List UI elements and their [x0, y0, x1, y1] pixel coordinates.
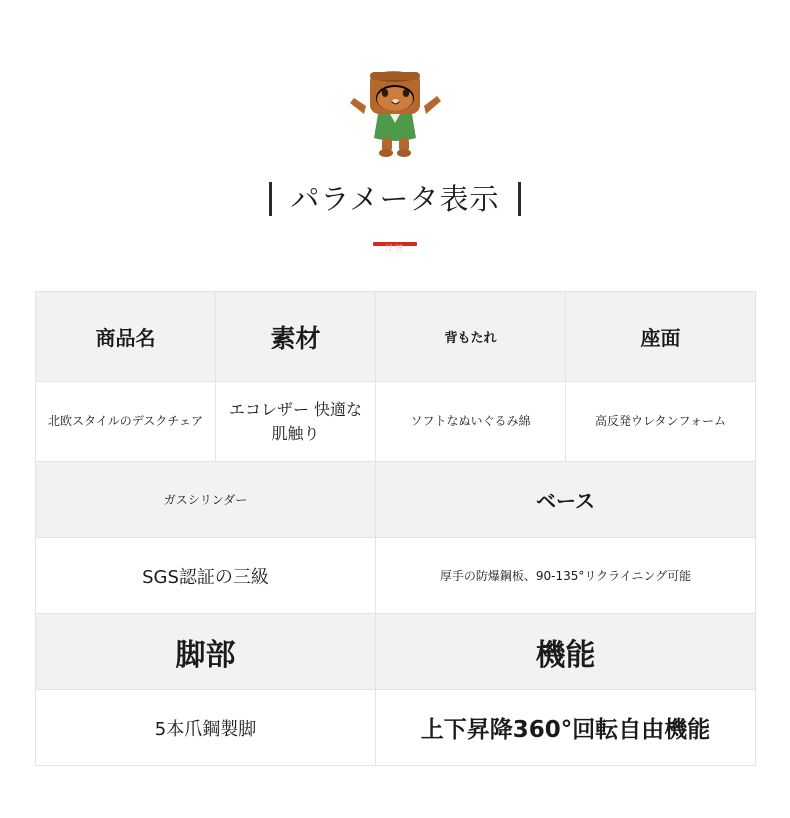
specification-table	[35, 291, 756, 766]
table-header-cell: ガスシリンダー	[36, 462, 376, 538]
table-value-cell: 上下昇降360°回転自由機能	[376, 690, 756, 766]
table-header-cell: 背もたれ	[376, 292, 566, 382]
table-header-cell: 座面	[566, 292, 756, 382]
table-value-cell: SGS認証の三級	[36, 538, 376, 614]
table-row	[36, 462, 756, 538]
table-header-cell: 商品名	[36, 292, 216, 382]
table-row	[36, 292, 756, 382]
table-header-cell: 脚部	[36, 614, 376, 690]
faint-subtitle: 详情	[385, 244, 405, 253]
title-right-bar	[518, 182, 521, 216]
table-value-cell: 5本爪鋼製脚	[36, 690, 376, 766]
page-title: パラメータ表示	[290, 181, 500, 216]
table-row	[36, 538, 756, 614]
mascot-container	[0, 0, 790, 168]
table-header-cell: 素材	[216, 292, 376, 382]
table-value-cell: ソフトなぬいぐるみ綿	[376, 382, 566, 462]
table-value-cell: 厚手の防爆鋼板、90-135°リクライニング可能	[376, 538, 756, 614]
table-value-cell: エコレザー 快適な肌触り	[216, 382, 376, 462]
table-row	[36, 382, 756, 462]
table-row	[36, 614, 756, 690]
table-header-cell: ベース	[376, 462, 756, 538]
table-value-cell: 高反発ウレタンフォーム	[566, 382, 756, 462]
bear-mascot-icon	[340, 58, 450, 168]
table-row	[36, 690, 756, 766]
table-value-cell: 北欧スタイルのデスクチェア	[36, 382, 216, 462]
title-left-bar	[269, 182, 272, 216]
page-title-row	[0, 182, 790, 216]
table-header-cell: 機能	[376, 614, 756, 690]
